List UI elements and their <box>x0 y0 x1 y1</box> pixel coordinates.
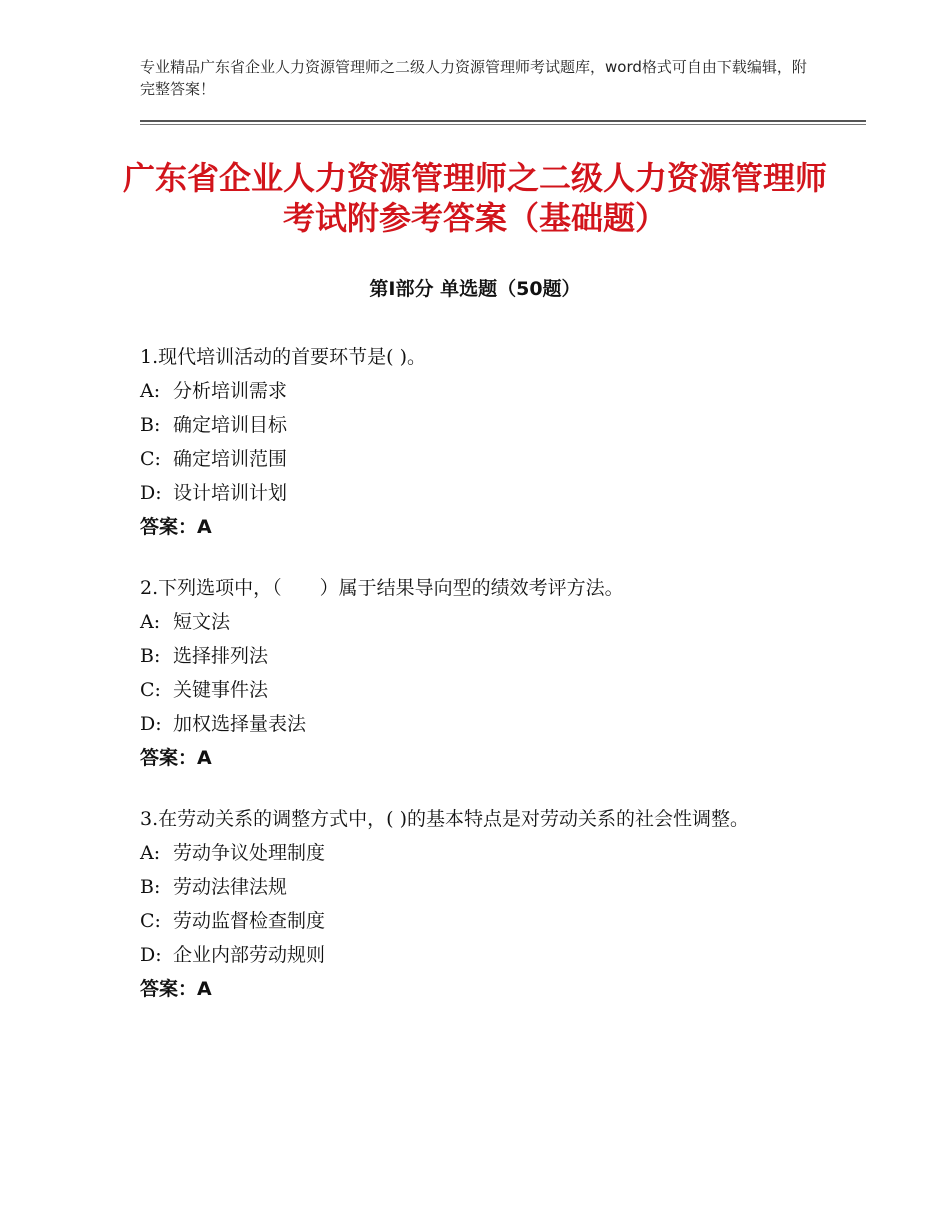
question-stem: 2.下列选项中，（ ）属于结果导向型的绩效考评方法。 <box>140 577 624 599</box>
question-2 <box>140 573 820 774</box>
option-b <box>140 641 820 672</box>
option-text: 加权选择量表法 <box>173 713 307 735</box>
option-a <box>140 607 820 638</box>
question-list <box>140 342 820 1035</box>
option-key: B: <box>140 645 161 667</box>
option-text: 劳动争议处理制度 <box>173 842 326 864</box>
option-text: 劳动法律法规 <box>173 876 288 898</box>
option-b <box>140 872 820 903</box>
option-key: D: <box>140 944 162 966</box>
option-text: 关键事件法 <box>173 679 269 701</box>
option-a <box>140 376 820 407</box>
option-key: B: <box>140 414 161 436</box>
option-b <box>140 410 820 441</box>
section-heading: 第Ⅰ部分 单选题（50题） <box>369 278 581 300</box>
option-text: 确定培训范围 <box>173 448 288 470</box>
option-key: C: <box>140 679 161 701</box>
option-text: 短文法 <box>173 611 231 633</box>
option-key: D: <box>140 482 162 504</box>
header-note: 专业精品广东省企业人力资源管理师之二级人力资源管理师考试题库，word格式可自由下载编辑，附完整答案！ <box>140 58 807 98</box>
option-text: 选择排列法 <box>173 645 269 667</box>
option-key: C: <box>140 448 161 470</box>
question-3 <box>140 804 820 1005</box>
document-title: 广东省企业人力资源管理师之二级人力资源管理师考试附参考答案（基础题） <box>122 159 827 237</box>
option-d <box>140 940 820 971</box>
option-text: 企业内部劳动规则 <box>173 944 326 966</box>
header-divider <box>140 120 866 125</box>
option-a <box>140 838 820 869</box>
answer: 答案：A <box>140 516 212 538</box>
header-divider-thick <box>140 120 866 122</box>
option-key: B: <box>140 876 161 898</box>
option-c <box>140 675 820 706</box>
option-key: A: <box>140 611 161 633</box>
option-text: 确定培训目标 <box>173 414 288 436</box>
option-text: 设计培训计划 <box>173 482 288 504</box>
option-key: C: <box>140 910 161 932</box>
header-divider-thin <box>140 124 866 125</box>
answer: 答案：A <box>140 747 212 769</box>
question-stem: 3.在劳动关系的调整方式中，( )的基本特点是对劳动关系的社会性调整。 <box>140 808 749 830</box>
option-text: 分析培训需求 <box>173 380 288 402</box>
question-stem: 1.现代培训活动的首要环节是( )。 <box>140 346 426 368</box>
option-c <box>140 444 820 475</box>
option-c <box>140 906 820 937</box>
option-d <box>140 478 820 509</box>
option-d <box>140 709 820 740</box>
option-text: 劳动监督检查制度 <box>173 910 326 932</box>
answer: 答案：A <box>140 978 212 1000</box>
option-key: A: <box>140 380 161 402</box>
option-key: D: <box>140 713 162 735</box>
question-1 <box>140 342 820 543</box>
option-key: A: <box>140 842 161 864</box>
